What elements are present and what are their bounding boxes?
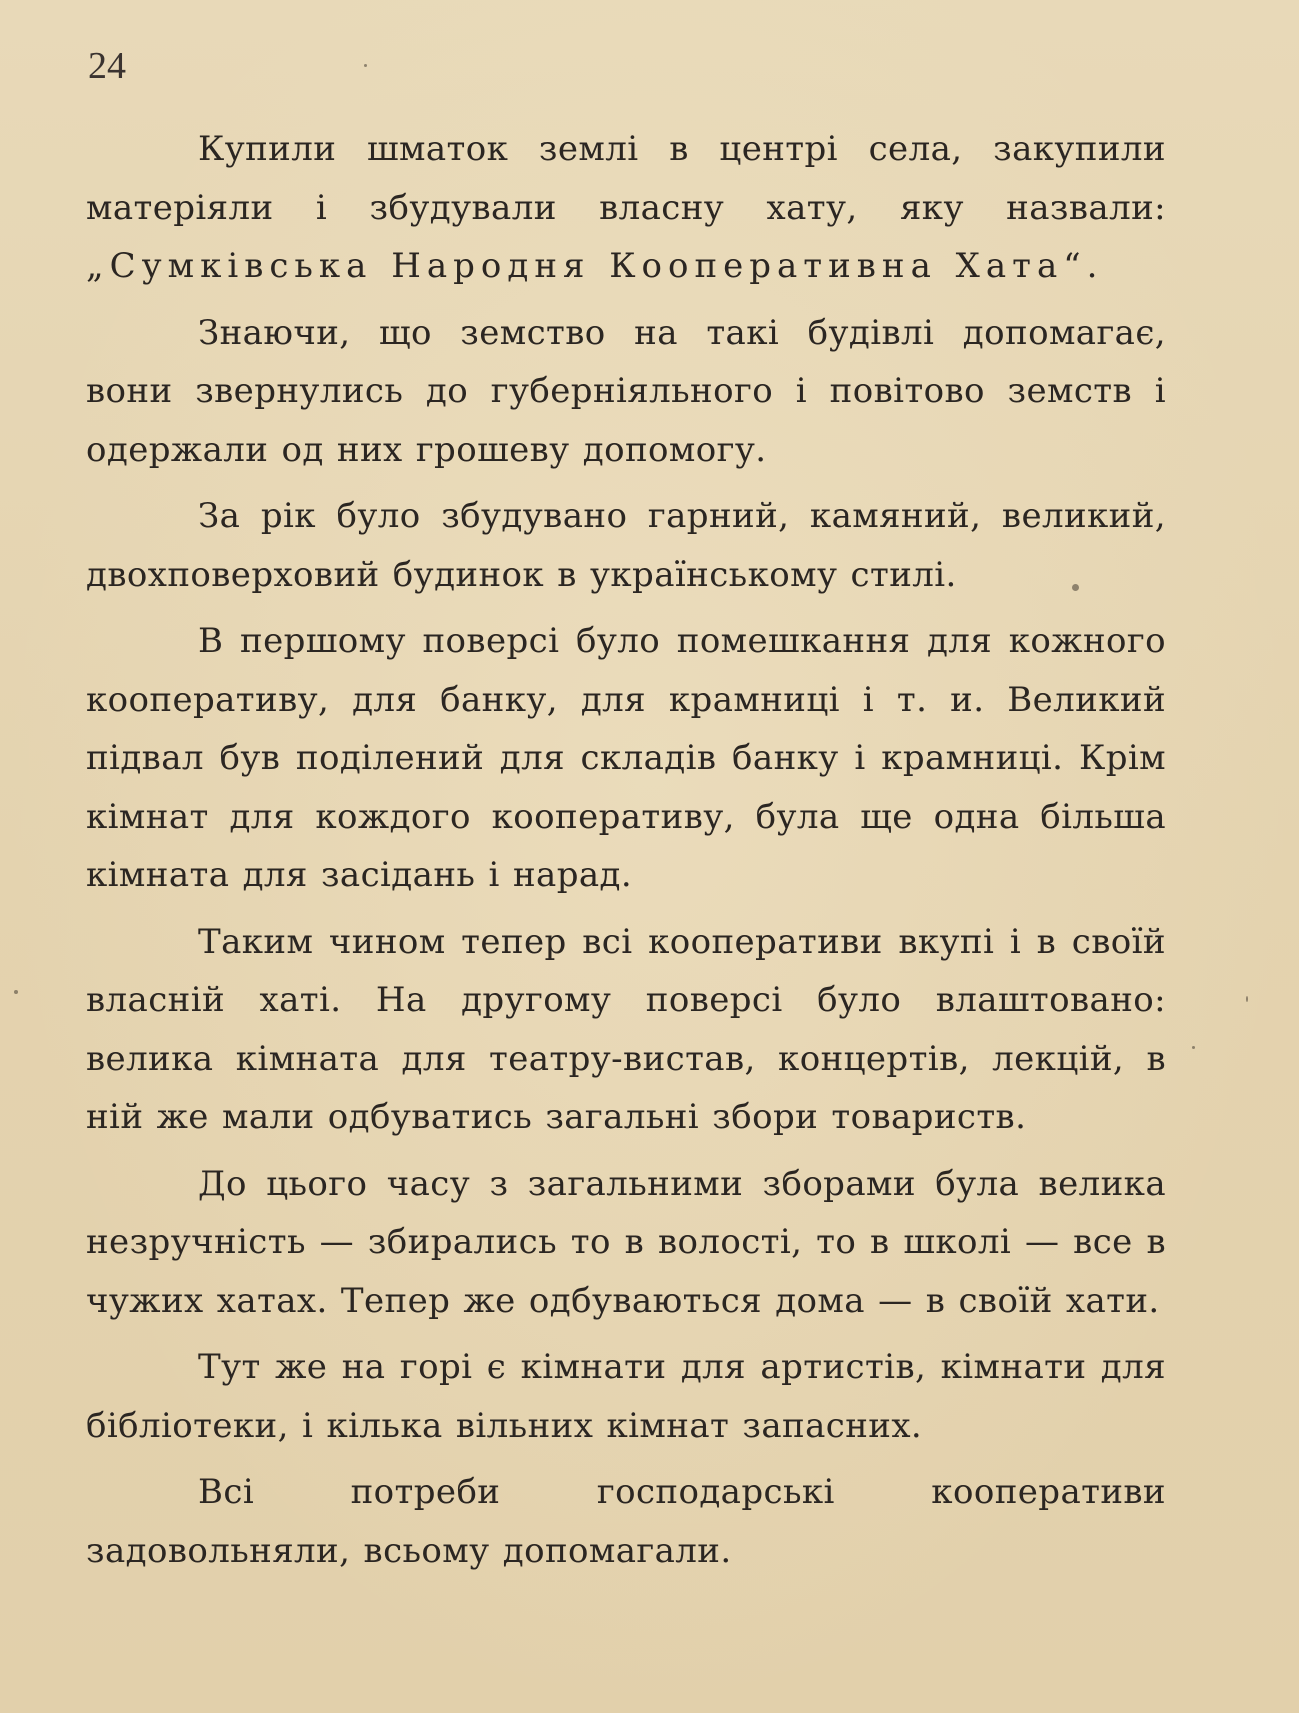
page-number: 24 (88, 45, 126, 87)
paragraph-1-text: Купили шматок землі в центрі села, закупили матеріяли і збудували власну хату, яку назвали: (86, 129, 1166, 228)
paper-speck (1192, 1046, 1195, 1049)
paper-speck (1072, 584, 1079, 591)
paper-speck (1246, 996, 1248, 1002)
paragraph-3: За рік було збудувано гарний, камяний, великий, двохповерховий будинок в українському стилі. (86, 496, 1166, 595)
paragraph-5: Таким чином тепер всі кооперативи вкупі і в своїй власній хаті. На другому поверсі було влаштовано: велика кімната для театру-вистав, концертів, лекцій, в ній же мали одбуватись загальні збори товариств. (86, 921, 1166, 1137)
paragraph-6: До цього часу з загальними зборами була велика незручність — збирались то в волості, то в школі — все в чужих хатах. Тепер же одбуваються дома — в своїй хати. (86, 1163, 1166, 1321)
paragraph-8: Всі потреби господарські кооперативи задовольняли, всьому допомагали. (86, 1472, 1166, 1571)
paragraph-1 (86, 120, 1166, 296)
paper-speck (14, 990, 18, 994)
paragraph-4: В першому поверсі було помешкання для кожного кооперативу, для банку, для крамниці і т. и. Великий підвал був поділений для складів банку і крамниці. Крім кімнат для кождого кооперативу, була ще одна більша кімната для засідань і нарад. (86, 621, 1166, 895)
body-text (86, 120, 1166, 1588)
paragraph-2: Знаючи, що земство на такі будівлі допомагає, вони звернулись до губерніяльного і повітово земств і одержали од них грошеву допомогу. (86, 312, 1166, 470)
cooperative-house-name: „Сумківська Народня Кооперативна Хата“. (86, 246, 1104, 286)
paragraph-7: Тут же на горі є кімнати для артистів, кімнати для бібліотеки, і кілька вільних кімнат запасних. (86, 1347, 1166, 1446)
paper-speck (364, 64, 367, 67)
